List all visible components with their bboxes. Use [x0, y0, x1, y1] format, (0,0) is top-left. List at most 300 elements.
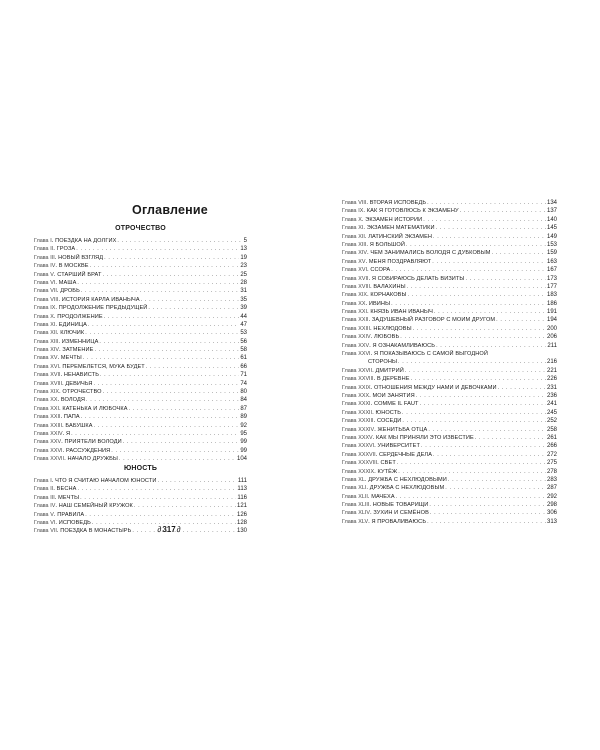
toc-entry[interactable]: [342, 300, 557, 308]
toc-entry[interactable]: [342, 350, 557, 358]
dot-leader: [402, 417, 546, 425]
chapter-number: XVII: [358, 275, 369, 282]
chapter-prefix: Глава: [342, 392, 357, 399]
dot-leader: [396, 493, 546, 501]
toc-entry[interactable]: [342, 241, 557, 249]
chapter-number: I: [50, 478, 52, 484]
page-ref: 275: [546, 460, 557, 467]
chapter-number: XXIV: [358, 334, 371, 341]
toc-entry[interactable]: [342, 476, 557, 484]
toc-entry-label: Глава XIV. ЧЕМ ЗАНИМАЛИСЬ ВОЛОДЯ С ДУБКОВЫМ: [342, 249, 491, 257]
toc-entry-label: Глава XIII. Я БОЛЬШОЙ: [342, 240, 405, 248]
toc-entry[interactable]: [34, 511, 247, 519]
toc-entry[interactable]: [342, 493, 557, 501]
chapter-prefix: Глава: [342, 384, 357, 391]
toc-entry[interactable]: [34, 413, 247, 421]
chapter-prefix: Глава: [34, 296, 49, 303]
chapter-title: ПРОДОЛЖЕНИЕ: [57, 313, 103, 320]
chapter-title: ЕДИНИЦА: [58, 321, 87, 328]
ornament-left-icon: ∂: [157, 525, 162, 534]
page-ref: 159: [546, 250, 557, 257]
toc-entry-label: Глава XXII. ПАПА: [34, 413, 80, 421]
toc-entry-label: Глава XXXVII. СЕРДЕЧНЫЕ ДЕЛА: [342, 450, 433, 458]
dot-leader: [141, 296, 240, 304]
chapter-number: X: [358, 216, 362, 223]
toc-entry[interactable]: [342, 509, 557, 517]
chapter-title: НЕХЛЮДОВЫ: [373, 325, 412, 332]
chapter-number: XI: [358, 225, 364, 232]
chapter-number: XIX: [358, 292, 367, 299]
dot-leader: [158, 477, 237, 485]
chapter-title: ИСПОВЕДЬ: [58, 519, 91, 526]
toc-entry-label: Глава XXXV. КАК МЫ ПРИНЯЛИ ЭТО ИЗВЕСТИЕ: [342, 433, 474, 441]
toc-entry-label: Глава XL. ДРУЖБА С НЕХЛЮДОВЫМИ: [342, 475, 447, 483]
toc-entry[interactable]: [34, 304, 247, 312]
chapter-number: XXIX: [358, 384, 371, 391]
chapter-number: X: [50, 313, 54, 320]
page-ref: 292: [546, 493, 557, 500]
dot-leader: [81, 287, 239, 295]
toc-entry[interactable]: [342, 207, 557, 215]
toc-entry[interactable]: [342, 367, 557, 375]
toc-entry[interactable]: [342, 451, 557, 459]
toc-entry-label: Глава XLII. МАЧЕХА: [342, 492, 395, 500]
chapter-number: XX: [358, 300, 366, 307]
toc-entry[interactable]: [342, 518, 557, 526]
chapter-prefix: Глава: [342, 283, 357, 290]
chapter-prefix: Глава: [342, 502, 357, 509]
toc-entry[interactable]: [34, 422, 247, 430]
chapter-number: XIX: [50, 389, 59, 396]
chapter-number: III: [50, 494, 55, 501]
chapter-prefix: Глава: [34, 238, 49, 244]
toc-entry[interactable]: [342, 325, 557, 333]
chapter-prefix: Глава: [342, 258, 357, 265]
toc-entry[interactable]: [34, 438, 247, 446]
toc-entry[interactable]: [342, 484, 557, 492]
page-ref: 298: [546, 502, 557, 509]
toc-entry-label: Глава XXV. Я ОЗНАКАМЛИВАЮСЬ: [342, 341, 436, 349]
dot-leader: [99, 338, 239, 346]
toc-entry[interactable]: [342, 459, 557, 467]
toc-entry-label: Глава XII. КЛЮЧИК: [34, 329, 85, 337]
page-ref: 74: [240, 380, 247, 387]
dot-leader: [398, 358, 546, 366]
chapter-prefix: Глава: [342, 460, 357, 467]
chapter-number: XXXII: [358, 409, 373, 416]
chapter-prefix: Глава: [342, 342, 357, 349]
page-number: [119, 525, 219, 534]
toc-entry[interactable]: [34, 455, 247, 463]
page-ref: 191: [546, 309, 557, 316]
chapter-prefix: Глава: [342, 443, 357, 450]
dot-leader: [475, 434, 546, 442]
toc-entry[interactable]: [342, 266, 557, 274]
toc-entry[interactable]: [342, 501, 557, 509]
page-ref: 23: [240, 263, 247, 270]
chapter-prefix: Глава: [34, 313, 49, 320]
chapter-prefix: Глава: [34, 405, 49, 412]
chapter-number: XXX: [358, 392, 370, 399]
page-ref: 145: [546, 225, 557, 232]
toc-entry-label: Глава XIX. ОТРОЧЕСТВО: [34, 388, 102, 396]
chapter-title: Я БОЛЬШОЙ: [369, 241, 405, 248]
page-ref: 221: [546, 367, 557, 374]
page-ref: 53: [240, 330, 247, 337]
dot-leader: [496, 316, 546, 324]
toc-entry[interactable]: [342, 233, 557, 241]
toc-entry[interactable]: [342, 409, 557, 417]
toc-entry-label: Глава V. СТАРШИЙ БРАТ: [34, 270, 102, 278]
chapter-number: XV: [50, 355, 58, 362]
chapter-title: ЗАДУШЕВНЫЙ РАЗГОВОР С МОИМ ДРУГОМ: [371, 317, 496, 324]
page-ref: 206: [546, 334, 557, 341]
chapter-number: VIII: [50, 296, 59, 303]
page-ref: 99: [240, 447, 247, 454]
toc-entry-label: Глава II. ГРОЗА: [34, 245, 76, 253]
chapter-title: ПЕРЕМЕЛЕТСЯ, МУКА БУДЕТ: [62, 363, 145, 370]
dot-leader: [103, 388, 240, 396]
toc-entry-label: Глава X. ЭКЗАМЕН ИСТОРИИ: [342, 215, 423, 223]
toc-entry[interactable]: [34, 329, 247, 337]
toc-entry[interactable]: [342, 216, 557, 224]
toc-entry[interactable]: [342, 333, 557, 341]
toc-entry-label: Глава X. ПРОДОЛЖЕНИЕ: [34, 312, 103, 320]
toc-entry-label: Глава XVI. ПЕРЕМЕЛЕТСЯ, МУКА БУДЕТ: [34, 362, 145, 370]
toc-entry-label: Глава XXVI. Я ПОКАЗЫВАЮСЬ С САМОЙ ВЫГОДНОЙ: [342, 350, 488, 358]
page-ref: 28: [240, 279, 247, 286]
chapter-title: ЭКЗАМЕН МАТЕМАТИКИ: [366, 225, 435, 232]
chapter-title: ЭКЗАМЕН ИСТОРИИ: [365, 216, 423, 223]
page-ref: 258: [546, 426, 557, 433]
toc-entry[interactable]: [342, 400, 557, 408]
toc-entry[interactable]: [34, 494, 247, 502]
toc-entry[interactable]: [34, 338, 247, 346]
toc-entry-label: Глава VII. ДРОБЬ: [34, 287, 80, 295]
chapter-number: VIII: [358, 200, 367, 206]
chapter-title: МОИ ЗАНЯТИЯ: [372, 392, 415, 399]
chapter-prefix: Глава: [342, 418, 357, 425]
chapter-prefix: Глава: [34, 246, 49, 253]
dot-leader: [430, 509, 546, 517]
chapter-number: VI: [50, 279, 56, 286]
toc-entry[interactable]: [342, 358, 557, 366]
toc-entry-label: Глава XVIII. ДЕВИЧЬЯ: [34, 379, 93, 387]
dot-leader: [391, 266, 546, 274]
dot-leader: [77, 279, 239, 287]
toc-entry[interactable]: [34, 313, 247, 321]
toc-entry[interactable]: [342, 468, 557, 476]
chapter-title: НАШ СЕМЕЙНЫЙ КРУЖОК: [58, 503, 133, 510]
toc-entry-label: Глава XV. МЕНЯ ПОЗДРАВЛЯЮТ: [342, 257, 432, 265]
dot-leader: [420, 400, 546, 408]
dot-leader: [94, 422, 240, 430]
page-ref: 287: [546, 485, 557, 492]
chapter-title: НЕНАВИСТЬ: [63, 372, 99, 379]
chapter-number: XLIII: [358, 502, 370, 509]
dot-leader: [81, 413, 240, 421]
toc-entry[interactable]: [34, 380, 247, 388]
chapter-title: НАЧАЛО ДРУЖБЫ: [67, 456, 118, 463]
toc-entry-label: Глава XXV. ПРИЯТЕЛИ ВОЛОДИ: [34, 438, 122, 446]
chapter-title: ЖЕНИТЬБА ОТЦА: [377, 426, 428, 433]
toc-entry[interactable]: [342, 224, 557, 232]
chapter-prefix: Глава: [34, 511, 49, 518]
chapter-prefix: Глава: [342, 250, 357, 257]
chapter-number: XVI: [358, 267, 367, 274]
dot-leader: [104, 313, 240, 321]
page-ref: 58: [240, 347, 247, 354]
chapter-prefix: Глава: [34, 439, 49, 446]
chapter-number: XXXI: [358, 401, 371, 408]
page-ref: 99: [240, 439, 247, 446]
dot-leader: [88, 321, 239, 329]
dot-leader: [86, 396, 239, 404]
chapter-prefix: Глава: [342, 200, 357, 206]
chapter-number: V: [50, 511, 54, 518]
toc-entry[interactable]: [342, 417, 557, 425]
toc-entry-label: Глава V. ПРАВИЛА: [34, 510, 85, 518]
dot-leader: [407, 283, 546, 291]
chapter-title: КЛЮЧИК: [60, 330, 85, 337]
section-title-adolescence: ОТРОЧЕСТВО: [115, 225, 166, 232]
chapter-number: I: [50, 238, 52, 244]
chapter-title: ССОРА: [370, 267, 391, 274]
toc-entry[interactable]: [342, 249, 557, 257]
chapter-title: ПАПА: [63, 414, 80, 421]
chapter-title: РАССУЖДЕНИЯ: [65, 447, 111, 454]
toc-entry[interactable]: [34, 279, 247, 287]
toc-entry[interactable]: [342, 384, 557, 392]
page-ref: 211: [547, 342, 557, 349]
chapter-prefix: Глава: [34, 338, 49, 345]
toc-entry[interactable]: [34, 321, 247, 329]
chapter-number: XXVIII: [358, 376, 374, 383]
chapter-number: XLV: [358, 518, 369, 525]
chapter-title: ИВИНЫ: [368, 300, 391, 307]
dot-leader: [427, 199, 546, 207]
toc-entry-label: Глава XX. ИВИНЫ: [342, 299, 391, 307]
chapter-number: XXV: [50, 439, 62, 446]
chapter-number: XXIII: [50, 422, 62, 429]
chapter-prefix: Глава: [342, 241, 357, 248]
toc-entry[interactable]: [34, 363, 247, 371]
toc-entry[interactable]: [34, 477, 247, 485]
chapter-prefix: Глава: [342, 451, 357, 458]
toc-entry-label: Глава XIX. КОРНАКОВЫ: [342, 291, 407, 299]
page-ref: 80: [240, 389, 247, 396]
chapter-prefix: Глава: [34, 321, 49, 328]
toc-entry[interactable]: [34, 430, 247, 438]
toc-entry-label: Глава XXXIII. СОСЕДИ: [342, 417, 402, 425]
toc-entry[interactable]: [342, 434, 557, 442]
toc-entry-label: Глава XLI. ДРУЖБА С НЕХЛЮДОВЫМ: [342, 484, 445, 492]
dot-leader: [146, 363, 240, 371]
toc-entry[interactable]: [34, 405, 247, 413]
chapter-title: УНИВЕРСИТЕТ: [377, 443, 421, 450]
chapter-title: ИСТОРИЯ КАРЛА ИВАНЫЧА: [61, 296, 140, 303]
dot-leader: [71, 430, 239, 438]
dot-leader: [436, 342, 546, 350]
toc-entry[interactable]: [34, 262, 247, 270]
dot-leader: [408, 291, 546, 299]
chapter-prefix: Глава: [342, 233, 357, 240]
page-ref: 283: [546, 476, 557, 483]
toc-entry-label: Глава IX. КАК Я ГОТОВЛЮСЬ К ЭКЗАМЕНУ: [342, 207, 459, 215]
chapter-prefix: Глава: [342, 300, 357, 307]
chapter-prefix: Глава: [34, 288, 49, 295]
chapter-prefix: Глава: [342, 351, 357, 358]
chapter-title: СТАРШИЙ БРАТ: [57, 271, 102, 278]
dot-leader: [117, 237, 242, 245]
chapter-number: III: [50, 254, 55, 261]
page-number-value: 317: [162, 525, 176, 534]
toc-entry-label: Глава XLV. Я ПРОВАЛИВАЮСЬ: [342, 517, 427, 525]
chapter-number: IX: [50, 305, 56, 312]
toc-entry[interactable]: [34, 396, 247, 404]
chapter-prefix: Глава: [34, 503, 49, 510]
chapter-title: КНЯЗЬ ИВАН ИВАНЫЧ: [370, 309, 433, 316]
page-ref: 61: [240, 355, 247, 362]
chapter-title: ПРИЯТЕЛИ ВОЛОДИ: [64, 439, 122, 446]
page-ref: 183: [546, 292, 557, 299]
page-ref: 252: [546, 418, 557, 425]
chapter-prefix: Глава: [34, 380, 49, 387]
chapter-number: VII: [50, 528, 57, 535]
chapter-number: XVIII: [50, 380, 62, 387]
chapter-title: ВАЛАХИНЫ: [373, 283, 406, 290]
page-ref: 134: [546, 200, 557, 206]
chapter-number: XXIV: [50, 430, 63, 437]
toc-entry[interactable]: [34, 271, 247, 279]
chapter-prefix: Глава: [342, 225, 357, 232]
chapter-number: XIV: [50, 347, 59, 354]
chapter-title: ЗУХИН И СЕМЁНОВ: [373, 510, 429, 517]
chapter-number: XXI: [50, 405, 59, 412]
toc-entry-label: Глава XXX. МОИ ЗАНЯТИЯ: [342, 391, 415, 399]
chapter-number: VI: [50, 519, 56, 526]
page-ref: 25: [240, 271, 247, 278]
toc-entry[interactable]: [342, 283, 557, 291]
page-ref: 216: [546, 359, 557, 366]
section-title-youth: ЮНОСТЬ: [123, 465, 158, 472]
toc-entry[interactable]: [342, 291, 557, 299]
toc-entry[interactable]: [342, 275, 557, 283]
toc-entry[interactable]: [34, 245, 247, 253]
page-ref: 71: [240, 372, 247, 379]
toc-entry-label: Глава XXIV. Я: [34, 429, 71, 437]
page-ref: 66: [240, 363, 247, 370]
chapter-title: ЗАТМЕНИЕ: [62, 347, 94, 354]
toc-entry[interactable]: [34, 287, 247, 295]
page-ref: 163: [546, 258, 557, 265]
chapter-prefix: Глава: [342, 434, 357, 441]
page-ref: 116: [237, 494, 247, 501]
page-ref: 5: [243, 238, 247, 244]
chapter-title: ПРОДОЛЖЕНИЕ ПРЕДЫДУЩЕЙ: [58, 305, 148, 312]
chapter-title: Я ОЗНАКАМЛИВАЮСЬ: [372, 342, 436, 349]
chapter-number: XXV: [358, 342, 370, 349]
chapter-title: МАША: [58, 279, 77, 286]
toc-entry-label: Глава XLIV. ЗУХИН И СЕМЁНОВ: [342, 509, 429, 517]
toc-entry-label: Глава II. ВЕСНА: [34, 485, 77, 493]
toc-entry[interactable]: [342, 442, 557, 450]
chapter-title: ВТОРАЯ ИСПОВЕДЬ: [369, 200, 427, 206]
toc-entry-label: Глава VIII. ИСТОРИЯ КАРЛА ИВАНЫЧА: [34, 295, 140, 303]
toc-entry[interactable]: [342, 316, 557, 324]
chapter-prefix: Глава: [342, 493, 357, 500]
chapter-title: ПОЕЗДКА В МОНАСТЫРЬ: [60, 528, 132, 535]
dot-leader: [85, 329, 239, 337]
chapter-prefix: Глава: [34, 355, 49, 362]
chapter-title: КАК Я ГОТОВЛЮСЬ К ЭКЗАМЕНУ: [366, 208, 459, 215]
dot-leader: [428, 426, 546, 434]
chapter-prefix: Глава: [342, 292, 357, 299]
dot-leader: [427, 518, 546, 526]
chapter-prefix: Глава: [342, 367, 357, 374]
page-ref: 35: [240, 296, 247, 303]
toc-entry[interactable]: [342, 199, 557, 207]
dot-leader: [90, 262, 240, 270]
toc-entry[interactable]: [34, 371, 247, 379]
toc-entry[interactable]: [342, 426, 557, 434]
toc-entry-label: Глава XI. ЭКЗАМЕН МАТЕМАТИКИ: [342, 224, 435, 232]
toc-entry[interactable]: [34, 346, 247, 354]
toc-entry-label: Глава XXVII. НАЧАЛО ДРУЖБЫ: [34, 455, 118, 463]
dot-leader: [433, 451, 546, 459]
toc-entry[interactable]: [34, 296, 247, 304]
page-ref: 89: [240, 414, 247, 421]
page-ref: 113: [237, 486, 247, 493]
page-ref: 149: [546, 233, 557, 240]
chapter-prefix: Глава: [34, 447, 49, 454]
toc-entry[interactable]: [34, 502, 247, 510]
toc-entry-label: Глава XXIII. БАБУШКА: [34, 421, 93, 429]
toc-entry[interactable]: [342, 258, 557, 266]
toc-entry[interactable]: [342, 308, 557, 316]
dot-leader: [423, 216, 546, 224]
toc-entry[interactable]: [34, 254, 247, 262]
toc-entry[interactable]: [34, 485, 247, 493]
dot-leader: [413, 325, 546, 333]
toc-entry[interactable]: [34, 388, 247, 396]
chapter-number: XV: [358, 258, 366, 265]
chapter-title: Я СОБИРАЮСЬ ДЕЛАТЬ ВИЗИТЫ: [371, 275, 465, 282]
chapter-prefix: Глава: [342, 518, 357, 525]
toc-entry[interactable]: [342, 375, 557, 383]
dot-leader: [100, 371, 239, 379]
toc-entry[interactable]: [34, 354, 247, 362]
toc-entry-label: Глава XXIX. ОТНОШЕНИЯ МЕЖДУ НАМИ И ДЕВОЧКАМИ: [342, 383, 497, 391]
toc-entry-label: Глава XXI. КАТЕНЬКА И ЛЮБОЧКА: [34, 404, 128, 412]
toc-entry[interactable]: [342, 392, 557, 400]
toc-entry[interactable]: [34, 447, 247, 455]
chapter-title: Я ПОКАЗЫВАЮСЬ С САМОЙ ВЫГОДНОЙ: [373, 351, 488, 358]
chapter-number: XLI: [358, 485, 367, 492]
toc-entry[interactable]: [342, 342, 557, 350]
dot-leader: [77, 485, 236, 493]
chapter-prefix: Глава: [34, 330, 49, 337]
chapter-prefix: Глава: [34, 397, 49, 404]
toc-list-youth-continued: [342, 199, 557, 526]
chapter-prefix: Глава: [34, 271, 49, 278]
toc-entry[interactable]: [34, 237, 247, 245]
chapter-prefix: Глава: [342, 309, 357, 316]
page-ref: 313: [546, 518, 557, 525]
chapter-number: XII: [358, 233, 365, 240]
chapter-prefix: Глава: [34, 305, 49, 312]
chapter-title: COMME IL FAUT: [373, 401, 419, 408]
